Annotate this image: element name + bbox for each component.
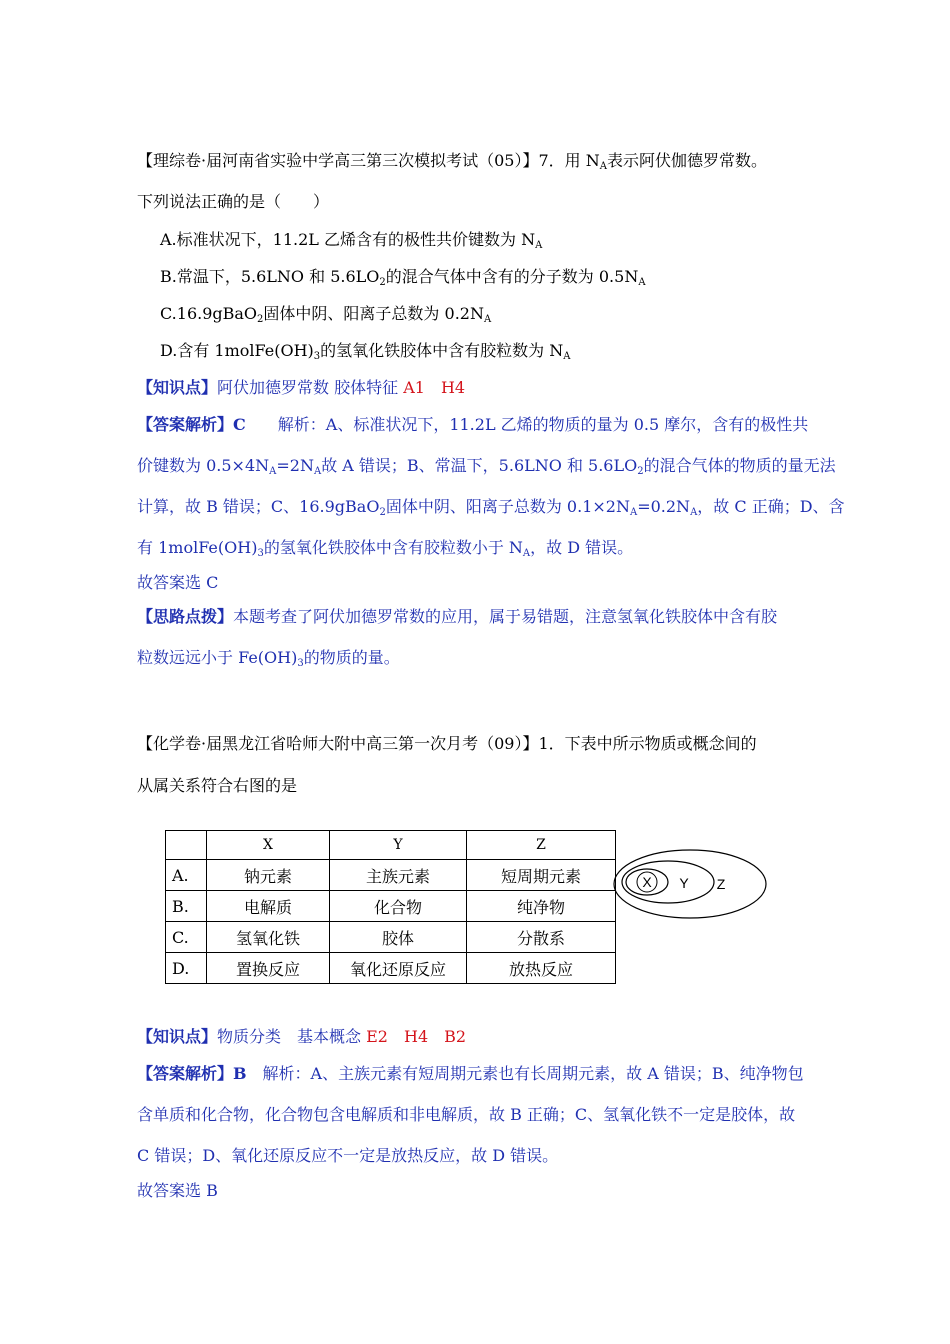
table-cell: 电解质	[207, 891, 330, 922]
table-cell: 氢氧化铁	[207, 922, 330, 953]
q1-tip-line2: 粒数远远小于 $Fe(OH)_3$的物质的量。	[137, 648, 400, 669]
table-cell: 钠元素	[207, 860, 330, 891]
q2-answer-line2: 含单质和化合物，化合物包含电解质和非电解质，故 B 正确；C、氢氧化铁不一定是胶体，故	[137, 1105, 796, 1124]
table-cell: A.	[166, 860, 207, 891]
table-cell: 主族元素	[330, 860, 467, 891]
q1-option-c: C.16.9gBaO$_2$固体中阴、阳离子总数为 $0.2N_A$	[160, 304, 492, 325]
table-header-row	[166, 831, 616, 860]
q2-final-answer: 故答案选 B	[137, 1181, 218, 1200]
table-cell: 分散系	[467, 922, 616, 953]
q2-table	[165, 830, 616, 984]
q2-knowledge-point: 【知识点】物质分类 基本概念 E2 H4 B2	[137, 1027, 467, 1046]
venn-label-x: X	[642, 874, 652, 890]
q2-title-line2: 从属关系符合右图的是	[137, 776, 298, 795]
q1-answer-line2: 价键数为 $0.5\times 4N_A=2N_A$故 A 错误；B、常温下，5.6LNO 和 $5.6LO_2$的混合气体的物质的量无法	[137, 456, 836, 477]
q1-knowledge-point: 【知识点】阿伏加德罗常数 胶体特征 A1 H4	[137, 378, 466, 397]
q1-answer-line4: 有 $1molFe(OH)_3$的氢氧化铁胶体中含有胶粒数小于 $N_A$，故 D 错误。	[137, 538, 634, 559]
table-cell: 放热反应	[467, 953, 616, 984]
table-row	[166, 922, 616, 953]
q2-title-line1: 【化学卷·届黑龙江省哈师大附中高三第一次月考（09）】1．下表中所示物质或概念间的	[137, 734, 757, 753]
venn-label-y: Y	[679, 875, 689, 891]
q1-final-answer: 故答案选 C	[137, 573, 219, 592]
table-cell: 氧化还原反应	[330, 953, 467, 984]
q2-answer-line1: 【答案解析】B 解析：A、主族元素有短周期元素也有长周期元素，故 A 错误；B、纯净物包	[137, 1064, 804, 1083]
q1-option-a: A.标准状况下，11.2L 乙烯含有的极性共价键数为 $N_A$	[160, 230, 543, 251]
table-cell: C.	[166, 922, 207, 953]
q1-answer-line3: 计算，故 B 错误；C、16.9gBaO$_2$固体中阴、阳离子总数为 $0.1\times 2N_A=0.2N_A$，故 C 正确；D、含	[137, 497, 845, 518]
table-row	[166, 953, 616, 984]
table-header-cell: Y	[330, 831, 467, 860]
table-row	[166, 891, 616, 922]
table-cell: 胶体	[330, 922, 467, 953]
q1-title-line1: 【理综卷·届河南省实验中学高三第三次模拟考试（05）】7．用 $N_A$表示阿伏伽德罗常数。	[137, 151, 767, 172]
table-cell: 化合物	[330, 891, 467, 922]
table-row	[166, 860, 616, 891]
table-cell: 纯净物	[467, 891, 616, 922]
table-header-cell	[166, 831, 207, 860]
table-header-cell: X	[207, 831, 330, 860]
venn-label-z: Z	[716, 876, 726, 892]
q1-tip-line1: 【思路点拨】本题考查了阿伏加德罗常数的应用，属于易错题，注意氢氧化铁胶体中含有胶	[137, 607, 778, 626]
table-header-cell: Z	[467, 831, 616, 860]
table-cell: 置换反应	[207, 953, 330, 984]
table-cell: B.	[166, 891, 207, 922]
q2-answer-line3: C 错误；D、氧化还原反应不一定是放热反应，故 D 错误。	[137, 1146, 559, 1165]
q1-answer-line1: 【答案解析】C 解析：A、标准状况下，11.2L 乙烯的物质的量为 0.5 摩尔，含有的极性共	[137, 415, 809, 434]
table-cell: 短周期元素	[467, 860, 616, 891]
q1-option-d: D.含有 $1molFe(OH)_3$的氢氧化铁胶体中含有胶粒数为 $N_A$	[160, 341, 571, 362]
table-cell: D.	[166, 953, 207, 984]
q1-title-line2: 下列说法正确的是（ ）	[137, 192, 330, 211]
q1-option-b: B.常温下，5.6LNO 和 $5.6LO_2$的混合气体中含有的分子数为 $0.5N_A$	[160, 267, 646, 288]
venn-diagram	[612, 848, 770, 920]
